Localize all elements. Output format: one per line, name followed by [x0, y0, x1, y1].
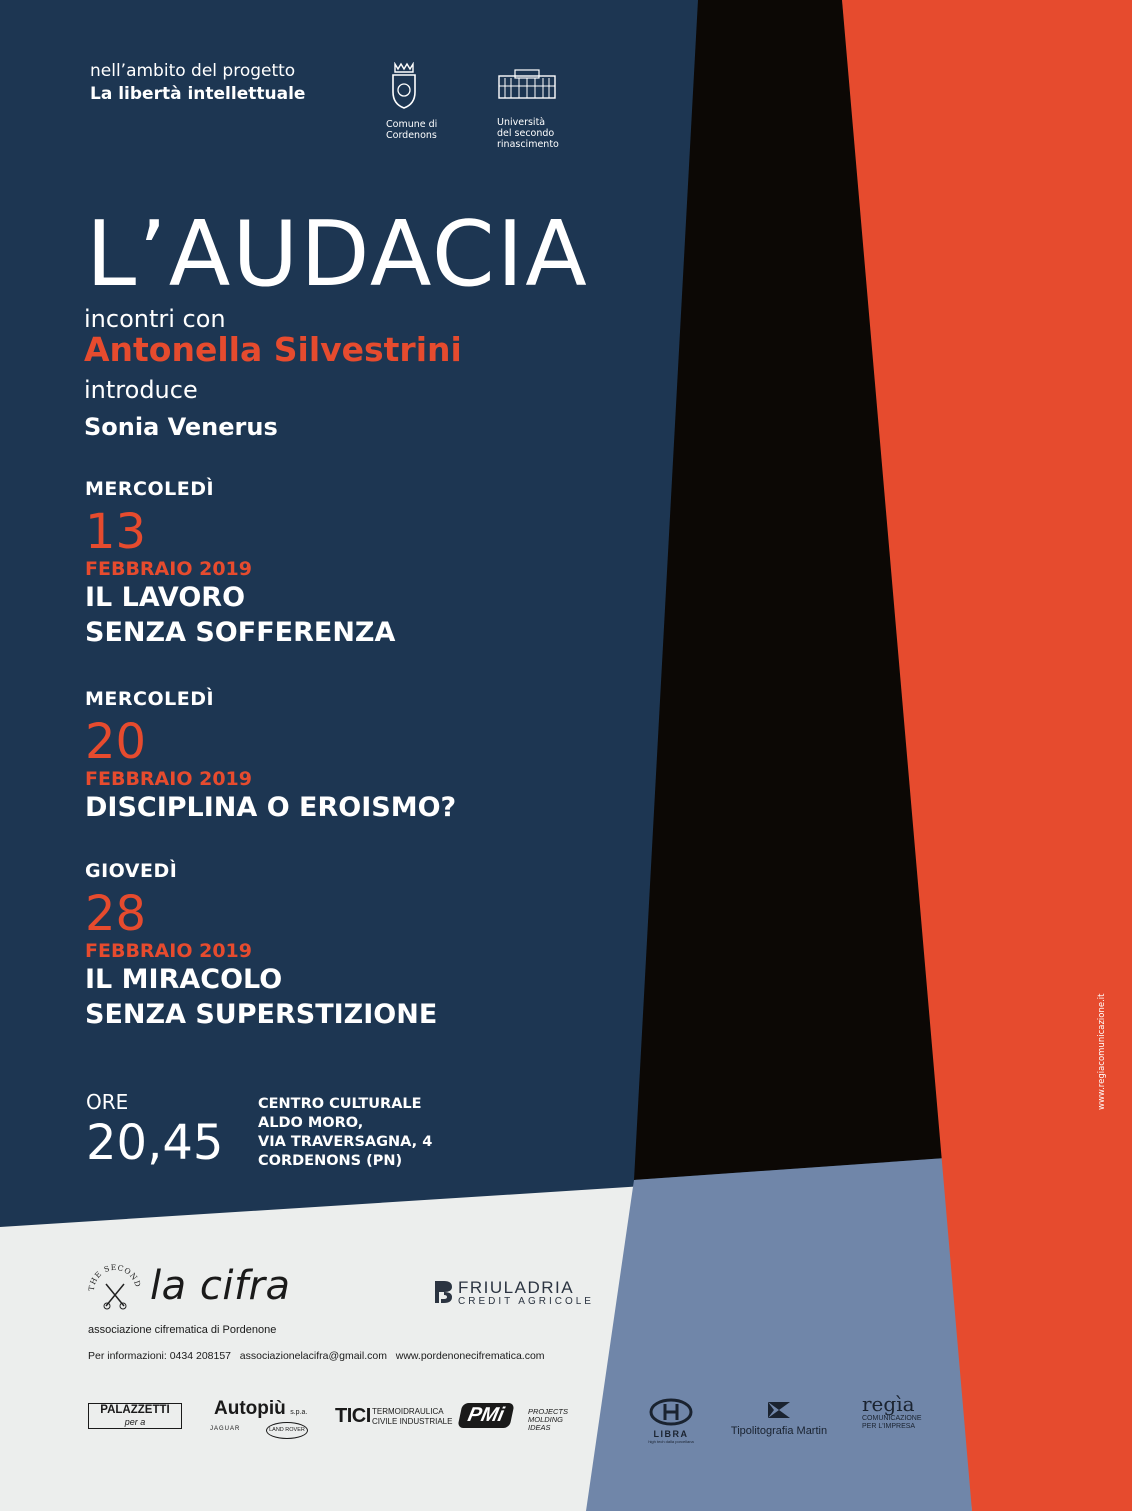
autopiu-landrover: LAND ROVER	[266, 1422, 308, 1439]
organizer-subtitle: associazione cifrematica di Pordenone	[88, 1324, 277, 1336]
regia-name: regìa	[862, 1392, 915, 1416]
organizer-name: la cifra	[150, 1263, 291, 1309]
event-topic-line2: SENZA SUPERSTIZIONE	[85, 999, 438, 1030]
tici-line2: CIVILE INDUSTRIALE	[372, 1417, 453, 1426]
friuladria-mark-icon	[432, 1278, 456, 1306]
friuladria-sub: CREDIT AGRICOLE	[458, 1296, 594, 1307]
regia-logo	[862, 1393, 922, 1431]
building-icon	[497, 68, 557, 100]
project-intro-line1: nell’ambito del progetto	[90, 61, 296, 81]
organizer-info: Per informazioni: 0434 208157 associazionelacifra@gmail.com www.pordenonecifrematica.com	[88, 1350, 545, 1362]
seal-text: THE SECOND	[86, 1262, 143, 1292]
regia-line1: COMUNICAZIONE	[862, 1415, 922, 1422]
libra-logo	[646, 1398, 696, 1444]
universita-logo	[497, 68, 559, 150]
palazzetti-name: PALAZZETTI	[100, 1404, 170, 1416]
venue-line3: VIA TRAVERSAGNA, 4	[258, 1134, 433, 1150]
event-topic-line2: SENZA SOFFERENZA	[85, 617, 396, 648]
universita-line2: del secondo	[497, 128, 555, 139]
martin-logo	[728, 1400, 830, 1437]
event-day: MERCOLEDÌ	[85, 688, 215, 710]
project-intro	[90, 60, 305, 106]
libra-mark-icon	[649, 1398, 693, 1426]
comune-cordenons-logo	[386, 62, 437, 141]
event-3	[85, 860, 437, 1032]
event-topic-line1: IL MIRACOLO	[85, 964, 283, 995]
venue-line2: ALDO MORO,	[258, 1115, 364, 1131]
event-month-year: FEBBRAIO 2019	[85, 768, 252, 790]
autopiu-jaguar: JAGUAR	[210, 1426, 241, 1432]
svg-text:THE SECOND RENAISSANCE	[86, 1262, 143, 1291]
event-date: 13	[85, 504, 147, 560]
event-date: 28	[85, 886, 147, 942]
venue-line1: CENTRO CULTURALE	[258, 1096, 422, 1112]
venue	[258, 1095, 432, 1171]
friuladria-logo	[432, 1278, 594, 1307]
credit-wrapper	[1097, 995, 1109, 1110]
autopiu-name: Autopiù	[214, 1398, 286, 1419]
palazzetti-logo	[88, 1403, 182, 1429]
event-topic-line1: IL LAVORO	[85, 582, 246, 613]
time-value: 20,45	[86, 1115, 224, 1171]
event-month-year: FEBBRAIO 2019	[85, 940, 252, 962]
event-topic-line1: DISCIPLINA O EROISMO?	[85, 792, 457, 823]
libra-name: LIBRA	[653, 1429, 689, 1439]
time-label: ORE	[86, 1090, 129, 1114]
event-day: MERCOLEDÌ	[85, 478, 215, 500]
tici-line1: TERMOIDRAULICA	[372, 1407, 444, 1416]
introduce-label: introduce	[84, 376, 198, 404]
credit-link[interactable]: www.regiacomunicazione.it	[1097, 993, 1107, 1110]
comune-line1: Comune di	[386, 119, 438, 130]
event-title: L’AUDACIA	[86, 202, 589, 307]
incontri-label: incontri con	[84, 305, 226, 333]
venue-line4: CORDENONS (PN)	[258, 1153, 403, 1169]
pmi-logo	[460, 1403, 569, 1432]
regia-line2: PER L'IMPRESA	[862, 1423, 916, 1430]
autopiu-suffix: s.p.a.	[290, 1409, 308, 1416]
comune-line2: Cordenons	[386, 130, 437, 141]
event-1	[85, 478, 395, 650]
pmi-line2: MOLDING	[528, 1415, 564, 1424]
event-month-year: FEBBRAIO 2019	[85, 558, 252, 580]
universita-line1: Università	[497, 117, 546, 128]
tici-name: TICI	[335, 1405, 371, 1427]
event-date: 20	[85, 714, 147, 770]
event-2	[85, 688, 456, 825]
martin-name: Tipolitografia Martin	[730, 1425, 828, 1437]
project-name: La libertà intellettuale	[90, 84, 306, 104]
organizer-logo	[86, 1262, 144, 1324]
pmi-line3: IDEAS	[528, 1423, 551, 1432]
pmi-line1: PROJECTS	[528, 1407, 569, 1416]
event-day: GIOVEDÌ	[85, 860, 178, 882]
renaissance-seal-icon	[86, 1262, 144, 1320]
palazzetti-sub: per a	[124, 1417, 146, 1427]
speaker-name: Antonella Silvestrini	[84, 330, 462, 369]
friuladria-name: FRIULADRIA	[458, 1278, 575, 1297]
pmi-name: PMi	[457, 1403, 514, 1428]
introducer-name: Sonia Venerus	[84, 413, 278, 441]
libra-tagline: high tech dalla porcellana	[648, 1439, 694, 1444]
universita-line3: rinascimento	[497, 139, 559, 150]
slate-wedge	[586, 1157, 972, 1511]
coat-of-arms-icon	[386, 62, 422, 110]
tici-logo	[335, 1405, 453, 1428]
autopiu-logo	[210, 1398, 308, 1433]
martin-mark-icon	[766, 1400, 792, 1420]
